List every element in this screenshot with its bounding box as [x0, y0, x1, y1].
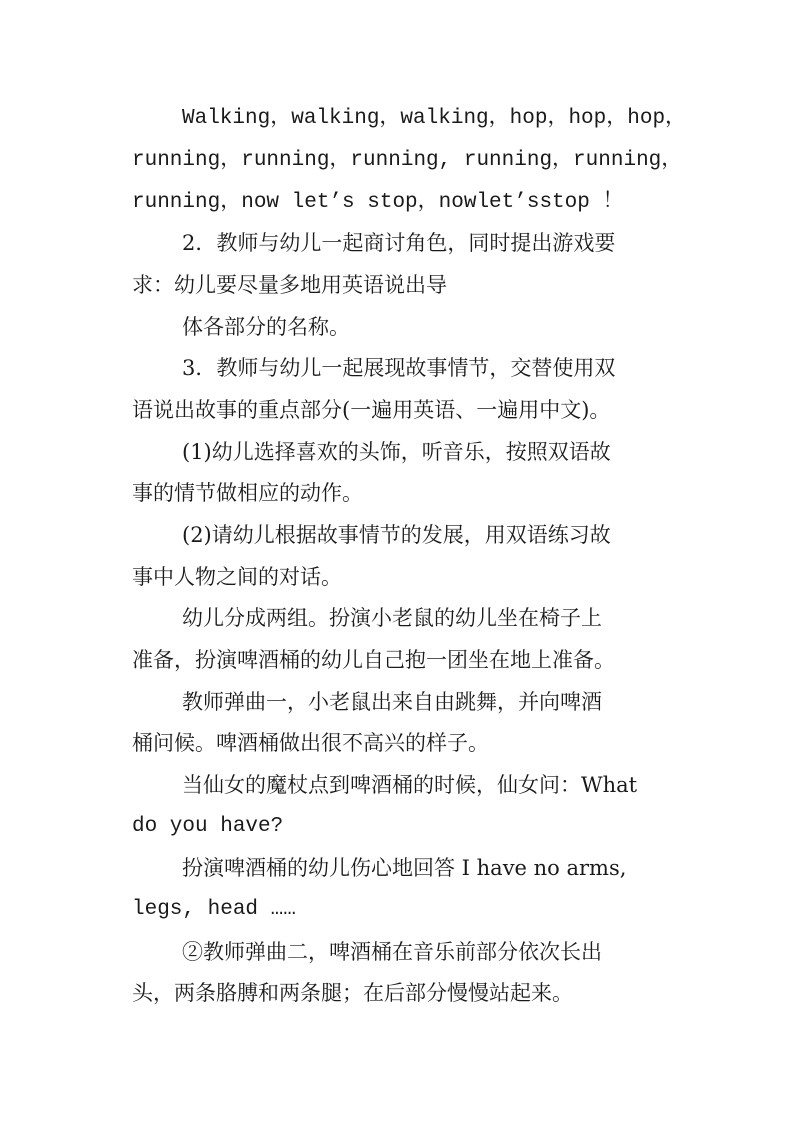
text-line-1: Walking，walking，walking，hop，hop，hop，	[182, 107, 687, 130]
text-line-14: 准备，扮演啤酒桶的幼儿自己抱一团坐在地上准备。	[132, 648, 615, 672]
text-line-21: ②教师弹曲二，啤酒桶在音乐前部分依次长出	[182, 940, 602, 964]
text-line-7: 3．教师与幼儿一起展现故事情节，交替使用双	[182, 356, 616, 380]
text-line-6: 体各部分的名称。	[182, 315, 350, 339]
text-line-8: 语说出故事的重点部分(一遍用英语、一遍用中文)。	[132, 398, 611, 422]
text-line-10: 事的情节做相应的动作。	[132, 481, 363, 505]
text-line-2: running，running，running, running，running，	[132, 149, 683, 172]
text-line-5: 求：幼儿要尽量多地用英语说出导	[132, 273, 447, 297]
text-line-11: (2)请幼儿根据故事情节的发展，用双语练习故	[182, 523, 611, 547]
text-line-17: 当仙女的魔杖点到啤酒桶的时候，仙女问：What	[182, 773, 638, 797]
text-line-15: 教师弹曲一，小老鼠出来自由跳舞，并向啤酒	[182, 690, 602, 714]
text-line-22: 头，两条胳膊和两条腿；在后部分慢慢站起来。	[132, 981, 573, 1005]
text-line-9: (1)幼儿选择喜欢的头饰，听音乐，按照双语故	[182, 440, 611, 464]
text-line-12: 事中人物之间的对话。	[132, 565, 342, 589]
text-line-13: 幼儿分成两组。扮演小老鼠的幼儿坐在椅子上	[182, 606, 602, 630]
text-line-3: running，now let’s stop，nowlet’sstop ！	[132, 191, 624, 214]
text-line-19: 扮演啤酒桶的幼儿伤心地回答 I have no arms,	[182, 856, 627, 880]
text-line-18: do you have?	[132, 815, 284, 838]
text-line-20: legs, head ……	[132, 898, 296, 921]
text-line-16: 桶问候。啤酒桶做出很不高兴的样子。	[132, 731, 489, 755]
text-line-4: 2．教师与幼儿一起商讨角色，同时提出游戏要	[182, 231, 616, 255]
